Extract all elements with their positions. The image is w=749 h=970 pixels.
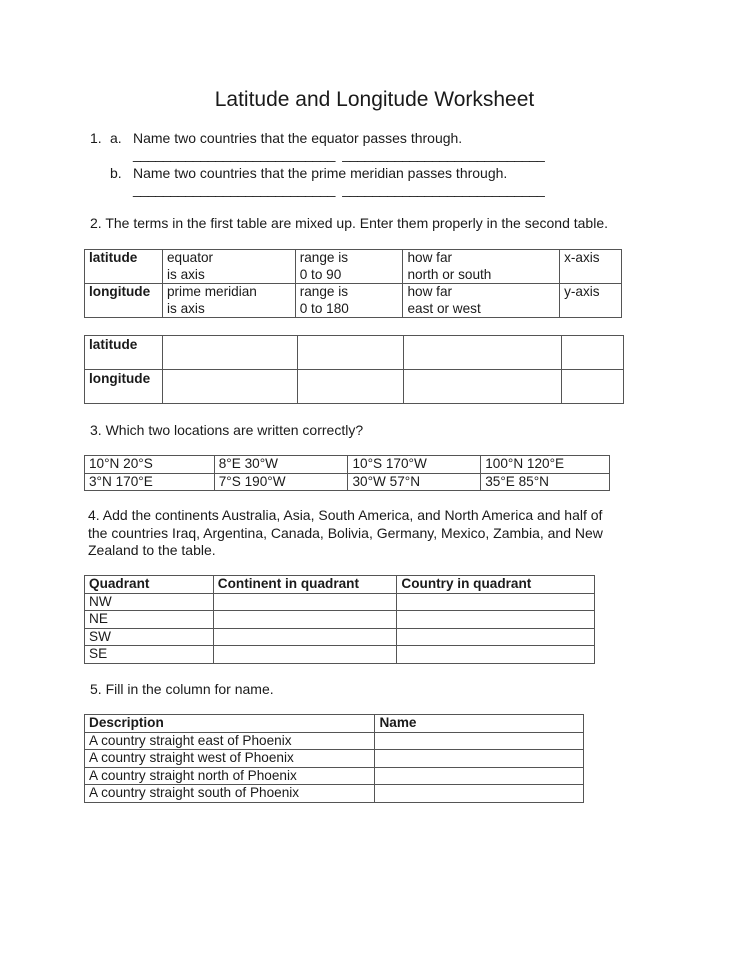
mixed-terms-row	[85, 267, 622, 284]
quadrant-row	[85, 611, 595, 629]
description-row	[85, 750, 584, 768]
mixed-term-cell: longitude	[85, 284, 163, 301]
sorted-row-label: latitude	[85, 336, 163, 370]
mixed-term-cell: north or south	[403, 267, 560, 284]
sorted-row-label: longitude	[85, 370, 163, 404]
continent-cell[interactable]	[213, 646, 397, 664]
mixed-term-cell: is axis	[162, 301, 295, 318]
answer-cell[interactable]	[162, 370, 297, 404]
worksheet-title: Latitude and Longitude Worksheet	[214, 88, 535, 111]
mixed-term-cell	[560, 267, 622, 284]
q1b-letter: b.	[110, 165, 122, 181]
answer-cell[interactable]	[297, 336, 404, 370]
mixed-term-cell	[85, 301, 163, 318]
sorted-terms-row	[85, 370, 624, 404]
locations-row	[85, 456, 610, 474]
q3-text: 3. Which two locations are written correctly?	[90, 422, 364, 438]
quadrant-label: SW	[85, 628, 214, 646]
description-row	[85, 767, 584, 785]
location-cell[interactable]: 30°W 57°N	[348, 473, 481, 491]
mixed-term-cell: how far	[403, 250, 560, 267]
quadrant-row	[85, 628, 595, 646]
quadrant-label: NE	[85, 611, 214, 629]
q1a-answer-blank[interactable]: ___________________________ ___________________________	[133, 146, 545, 162]
quadrant-header: Quadrant	[85, 576, 214, 594]
locations-row	[85, 473, 610, 491]
description-header-row	[85, 715, 584, 733]
description-table	[84, 714, 584, 803]
answer-cell[interactable]	[404, 336, 562, 370]
mixed-term-cell: y-axis	[560, 284, 622, 301]
sorted-terms-row	[85, 336, 624, 370]
location-cell[interactable]: 8°E 30°W	[214, 456, 348, 474]
description-cell: A country straight north of Phoenix	[85, 767, 375, 785]
country-cell[interactable]	[397, 628, 595, 646]
mixed-term-cell: prime meridian	[162, 284, 295, 301]
country-cell[interactable]	[397, 646, 595, 664]
quadrant-row	[85, 646, 595, 664]
mixed-term-cell: is axis	[162, 267, 295, 284]
name-cell[interactable]	[375, 767, 584, 785]
continent-cell[interactable]	[213, 593, 397, 611]
quadrant-label: SE	[85, 646, 214, 664]
mixed-term-cell	[85, 267, 163, 284]
mixed-term-cell: equator	[162, 250, 295, 267]
q4-text-line: Zealand to the table.	[88, 542, 216, 558]
description-cell: A country straight east of Phoenix	[85, 732, 375, 750]
answer-cell[interactable]	[162, 336, 297, 370]
location-cell[interactable]: 10°N 20°S	[85, 456, 215, 474]
country-header: Country in quadrant	[397, 576, 595, 594]
name-header: Name	[375, 715, 584, 733]
mixed-terms-row	[85, 250, 622, 267]
mixed-term-cell: range is	[295, 284, 403, 301]
locations-table	[84, 455, 610, 491]
description-cell: A country straight south of Phoenix	[85, 785, 375, 803]
q2-text: 2. The terms in the first table are mixed up. Enter them properly in the second table.	[90, 215, 609, 231]
location-cell[interactable]: 10°S 170°W	[348, 456, 481, 474]
mixed-term-cell: east or west	[403, 301, 560, 318]
quadrant-label: NW	[85, 593, 214, 611]
mixed-terms-table	[84, 249, 622, 318]
mixed-term-cell: x-axis	[560, 250, 622, 267]
continent-header: Continent in quadrant	[213, 576, 397, 594]
description-header: Description	[85, 715, 375, 733]
q1b-answer-blank[interactable]: ___________________________ ___________________________	[133, 181, 545, 197]
q1a-text: Name two countries that the equator passes through.	[133, 130, 463, 146]
q5-text: 5. Fill in the column for name.	[90, 681, 274, 697]
description-row	[85, 785, 584, 803]
answer-cell[interactable]	[297, 370, 404, 404]
q4-text	[88, 507, 603, 560]
location-cell[interactable]: 7°S 190°W	[214, 473, 348, 491]
quadrant-row	[85, 593, 595, 611]
name-cell[interactable]	[375, 732, 584, 750]
mixed-term-cell	[560, 301, 622, 318]
q1b-text: Name two countries that the prime meridian passes through.	[133, 165, 508, 181]
location-cell[interactable]: 35°E 85°N	[481, 473, 610, 491]
quadrant-table	[84, 575, 595, 664]
country-cell[interactable]	[397, 611, 595, 629]
name-cell[interactable]	[375, 750, 584, 768]
quadrant-header-row	[85, 576, 595, 594]
mixed-term-cell: 0 to 180	[295, 301, 403, 318]
location-cell[interactable]: 100°N 120°E	[481, 456, 610, 474]
name-cell[interactable]	[375, 785, 584, 803]
answer-cell[interactable]	[562, 336, 624, 370]
mixed-term-cell: range is	[295, 250, 403, 267]
answer-cell[interactable]	[562, 370, 624, 404]
continent-cell[interactable]	[213, 611, 397, 629]
mixed-term-cell: latitude	[85, 250, 163, 267]
mixed-term-cell: 0 to 90	[295, 267, 403, 284]
mixed-term-cell: how far	[403, 284, 560, 301]
q4-text-line: 4. Add the continents Australia, Asia, South America, and North America and half of	[88, 507, 603, 523]
answer-cell[interactable]	[404, 370, 562, 404]
q4-text-line: the countries Iraq, Argentina, Canada, Bolivia, Germany, Mexico, Zambia, and New	[88, 524, 603, 541]
description-row	[85, 732, 584, 750]
sorted-terms-table	[84, 335, 624, 404]
mixed-terms-row	[85, 301, 622, 318]
description-cell: A country straight west of Phoenix	[85, 750, 375, 768]
q1-number: 1.	[90, 130, 102, 146]
country-cell[interactable]	[397, 593, 595, 611]
continent-cell[interactable]	[213, 628, 397, 646]
location-cell[interactable]: 3°N 170°E	[85, 473, 215, 491]
q1a-letter: a.	[110, 130, 122, 146]
mixed-terms-row	[85, 284, 622, 301]
